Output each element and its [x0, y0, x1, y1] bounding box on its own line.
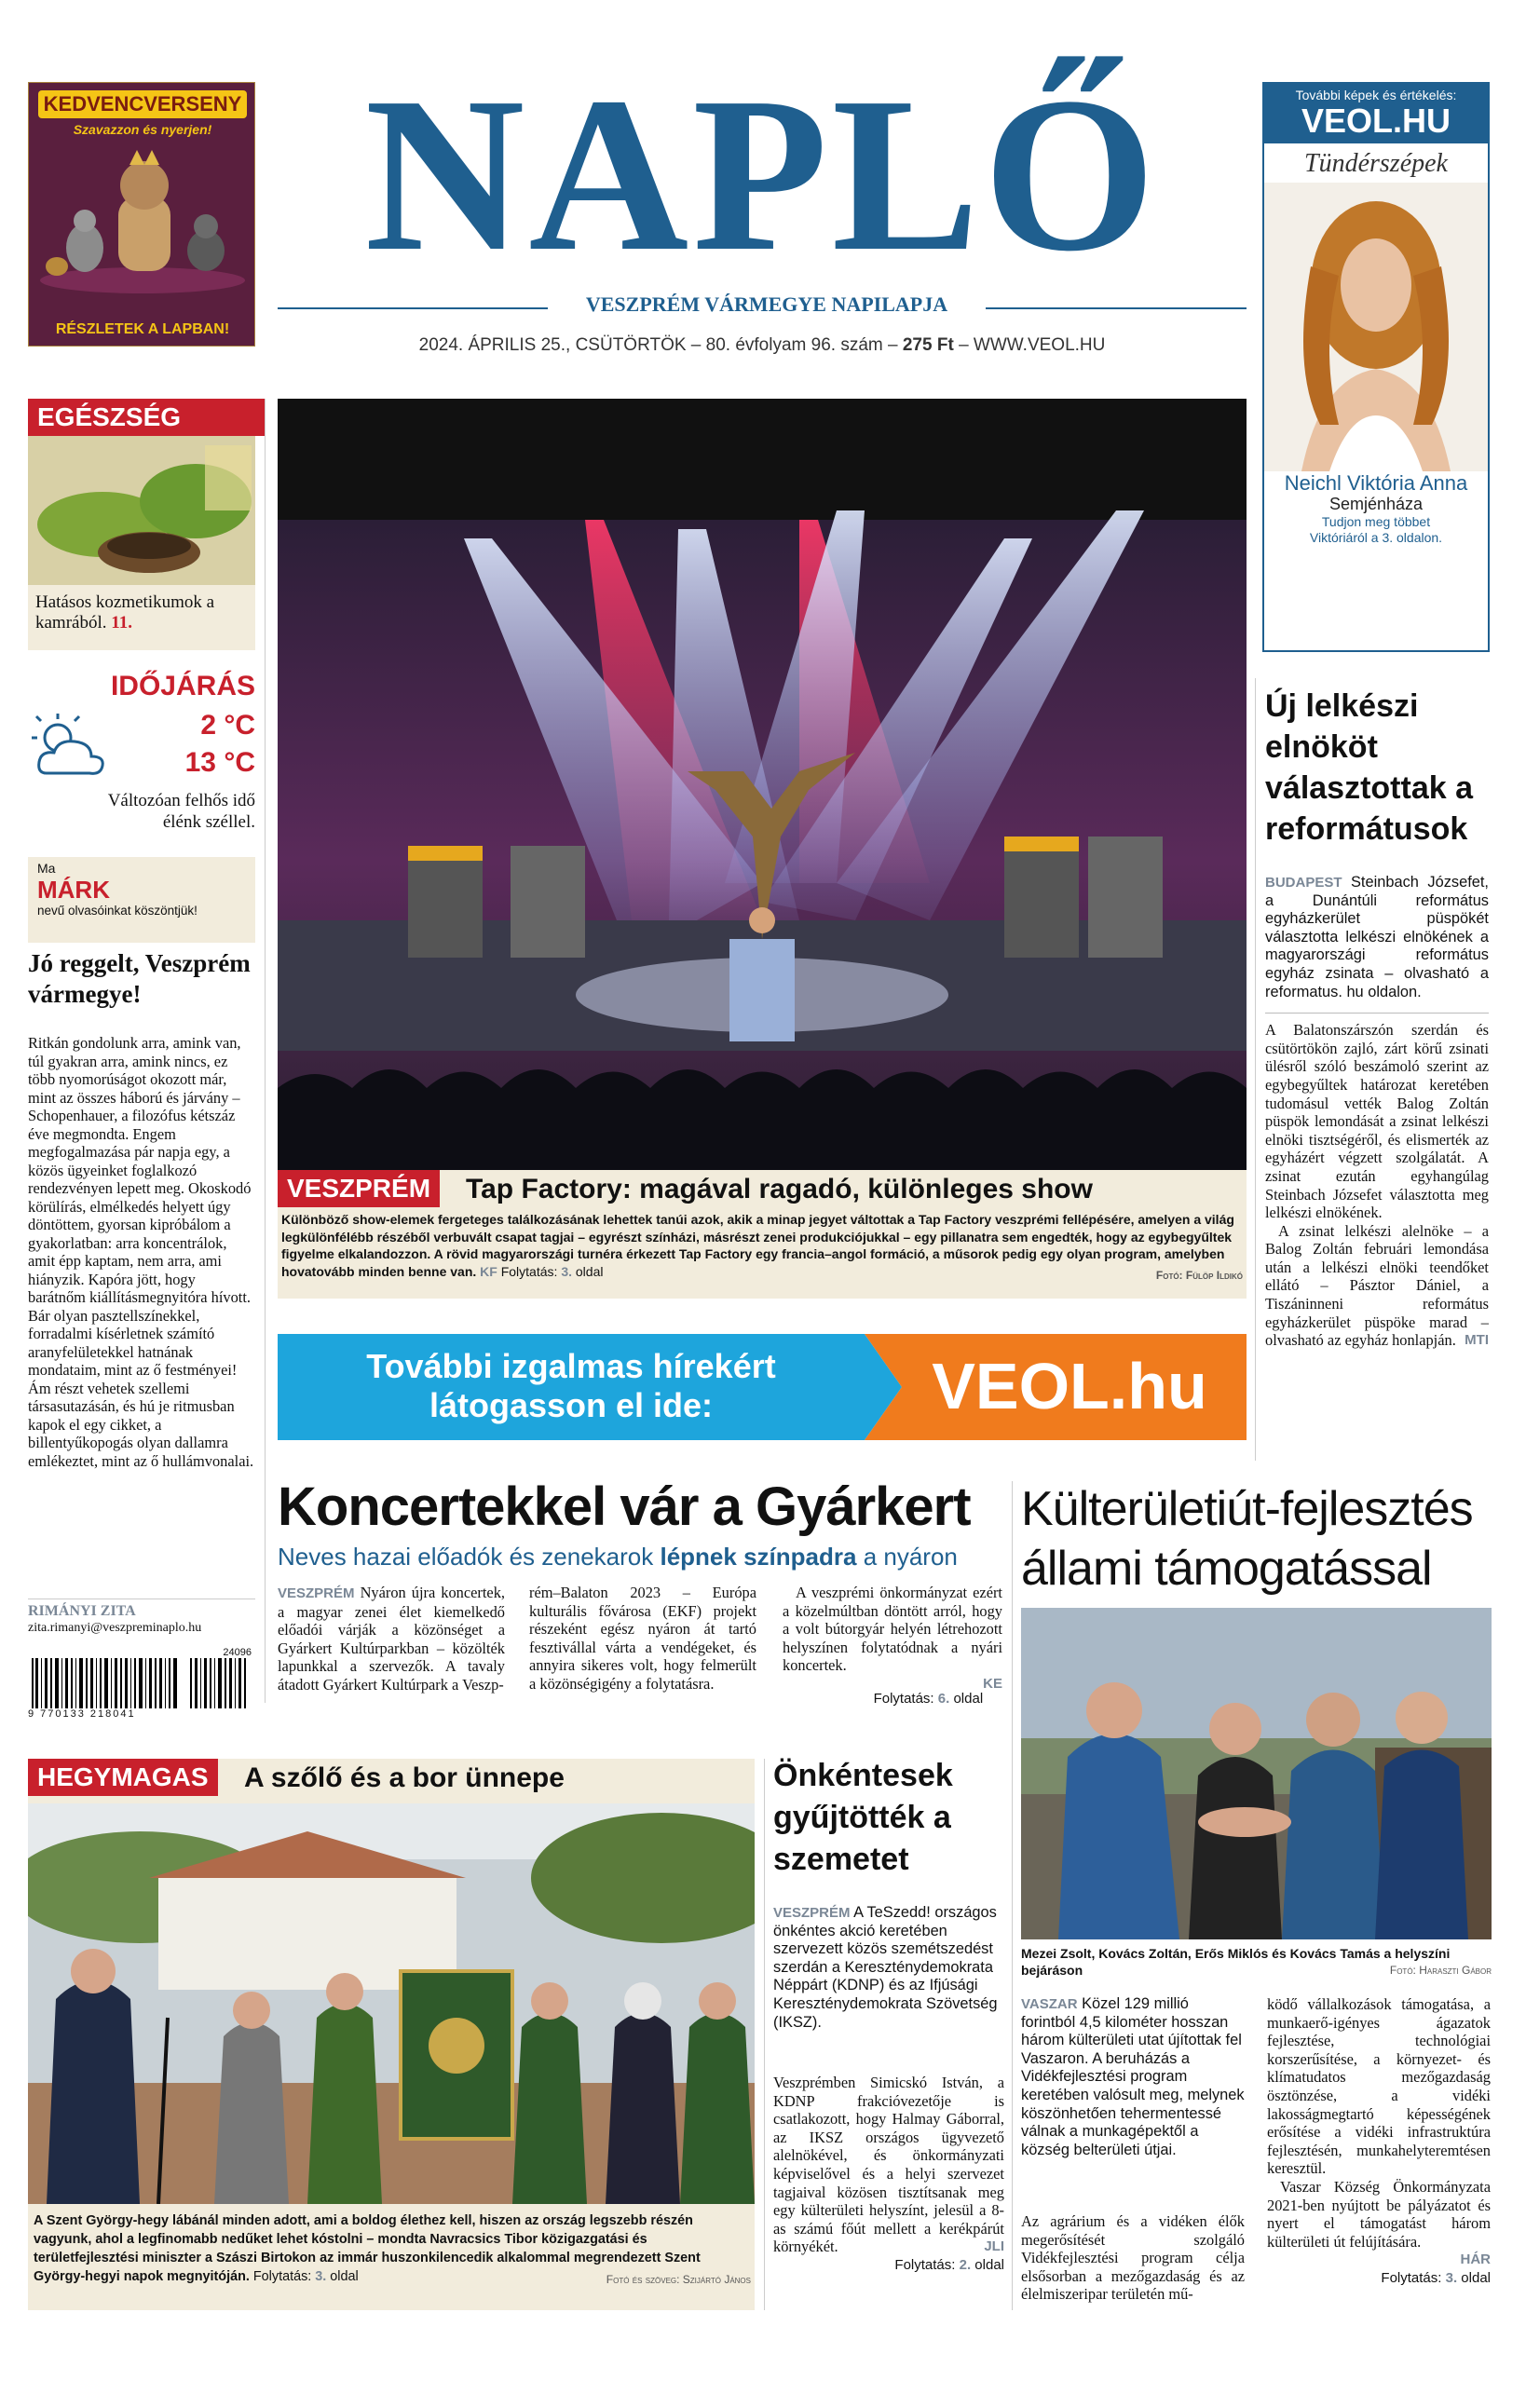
- lead-photo[interactable]: [278, 399, 1247, 1170]
- health-text-body: Hatásos kozmetikumok a kamrából.: [35, 592, 215, 633]
- volunteers-cont-suffix: oldal: [974, 2256, 1004, 2273]
- road-loc: VASZAR: [1021, 1996, 1078, 2012]
- price: 275 Ft: [902, 335, 954, 355]
- wine-caption-text: A Szent György-hegy lábánál minden adott, ami a boldog élethez kell, hiszen az ország legszebb részén vagyunk, ahol a legfinomabb nedűket lehet kóstolni – mondta Navracsics Tibor közigazgatási és területfejlesztési miniszter a Szászi Birtokon az immár huszonkilencedik alkalommal megrendezett Szent György-hegyi napok megnyitóján.: [34, 2213, 701, 2284]
- weather-title: IDŐJÁRÁS: [110, 671, 255, 701]
- wine-caption: [34, 2211, 751, 2289]
- promo-right[interactable]: [1262, 82, 1490, 652]
- separator-mid: [1012, 1481, 1013, 2310]
- concert-cont-label: Folytatás:: [873, 1690, 934, 1707]
- road-lead: [1021, 1995, 1245, 2159]
- road-headline[interactable]: Külterületiút-fejlesztés állami támogatással: [1021, 1482, 1473, 1596]
- road-sig: HÁR: [1460, 2252, 1491, 2268]
- road-cont-suffix: oldal: [1461, 2269, 1491, 2286]
- separator-volunteers: [764, 1759, 765, 2310]
- masthead-subtitle: VESZPRÉM VÁRMEGYE NAPILAPJA: [585, 292, 948, 316]
- promo-right-script: Tündérszépek: [1304, 149, 1448, 178]
- promo-right-top: További képek és értékelés:: [1264, 84, 1488, 102]
- wine-cont-suffix: oldal: [330, 2269, 359, 2284]
- volunteers-lead-text: A TeSzedd! országos önkéntes akció keretében szervezett közös szemétszedést szerdán a Kereszténydemokrata Néppárt (KDNP) és az Ifjúsági Kereszténydemokrata Szövetség (IKSZ).: [773, 1904, 998, 2031]
- concert-loc: VESZPRÉM: [278, 1585, 355, 1601]
- promo-right-town: Semjénháza: [1328, 495, 1424, 513]
- promo-right-note: Tudjon meg többet Viktóriáról a 3. oldalon.: [1309, 514, 1443, 545]
- road-p2: ködő vállalkozások támogatása, a munkaerő-igényes ágazatok fejlesztése, technológiai korszerűsítése, a környezet- és klímatudatos mezőgazdaság ösztönzése, a vidéki lakosságmegtartó képességének erősítése a vidéki infrastruktúra fejlesztésén, munkahelyteremtésen keresztül.: [1267, 1995, 1491, 2178]
- volunteers-body: [773, 2074, 1004, 2275]
- partly-cloudy-icon: [28, 708, 112, 782]
- herbs-photo: [28, 436, 255, 585]
- banner-right-text: VEOL.hu: [932, 1350, 1207, 1422]
- masthead-logo: NAPLŐ: [364, 52, 1160, 297]
- promo-left-title: KEDVENCVERSENY: [38, 90, 247, 118]
- concert-col1: [278, 1584, 505, 1694]
- volunteers-loc: VESZPRÉM: [773, 1905, 851, 1921]
- bishop-divider: [1265, 1013, 1489, 1014]
- road-cont-label: Folytatás:: [1381, 2269, 1442, 2286]
- promo-right-name: Neichl Viktória Anna: [1284, 471, 1468, 495]
- pets-illustration: [29, 141, 255, 299]
- promo-left-cta: RÉSZLETEK A LAPBAN!: [55, 321, 230, 337]
- masthead-rule-right: [986, 307, 1247, 309]
- barcode: [28, 1647, 255, 1721]
- dateline-text: 2024. ÁPRILIS 25., CSÜTÖRTÖK – 80. évfolyam 96. szám –: [418, 335, 898, 355]
- volunteers-cont-page: 2.: [959, 2256, 972, 2273]
- volunteers-sig: JLI: [984, 2238, 1004, 2254]
- stage-photo: [278, 399, 1247, 1170]
- health-box[interactable]: [28, 399, 255, 650]
- lead-headline[interactable]: Tap Factory: magával ragadó, különleges show: [466, 1174, 1093, 1204]
- wine-cont-page: 3.: [315, 2269, 327, 2284]
- weather-box: [28, 671, 255, 848]
- bishop-headline[interactable]: Új lelkészi elnököt választottak a reformátusok: [1265, 688, 1473, 847]
- wine-cont[interactable]: [253, 2269, 359, 2284]
- concert-cont-page: 6.: [937, 1690, 950, 1707]
- concert-headline[interactable]: Koncertekkel vár a Gyárkert: [278, 1476, 971, 1537]
- separator-left: [265, 399, 266, 1703]
- volunteers-headline[interactable]: Önkéntesek gyűjtötték a szemetet: [773, 1758, 953, 1877]
- road-cont-page: 3.: [1445, 2269, 1458, 2286]
- nameday-name: MÁRK: [37, 876, 110, 904]
- road-cont[interactable]: [1267, 2269, 1491, 2288]
- health-text: [35, 592, 248, 633]
- road-col2: [1267, 1995, 1491, 2288]
- concert-col1-text: Nyáron újra koncertek, a magyar zenei élet kiemelkedő előadói várják a közönséget a Gyárkert Kultúrparkban – közölték lapunkkal a szervezők. A tavaly átadott Gyárkert Kultúrpark a Veszp-: [278, 1584, 505, 1694]
- nameday-label: Ma: [37, 861, 56, 876]
- lead-sig: KF: [480, 1263, 497, 1279]
- volunteers-cont-label: Folytatás:: [894, 2256, 956, 2273]
- concert-col3-text: A veszprémi önkormányzat ezért a közelmúltban döntött arról, hogy a volt bútorgyár helyén létrehozott helyszínen folytatódnak a nyári koncertek.: [783, 1584, 1002, 1675]
- nameday-text: nevű olvasóinkat köszöntjük!: [37, 904, 198, 918]
- bishop-p1: A Balatonszárszón szerdán és csütörtökön zajló, zárt körű zsinati ülésről szóló beszámoló szerint az egybegyűltek határozat keretében tudomásul vették Balog Zoltán püspök lemondását a zsinat lelkészi elnöki tisztségéről, és elismerték az egyházért végzett szolgálatát. A zsinat ezután egyhangúlag Steinbach Józsefet választotta meg lelkészi elnökének.: [1265, 1021, 1489, 1222]
- lead-cont-suffix: oldal: [575, 1263, 604, 1279]
- concert-sub-c: a nyáron: [863, 1543, 958, 1571]
- bishop-sig: MTI: [1465, 1331, 1489, 1348]
- bishop-body: [1265, 874, 1489, 1350]
- barcode-digits: 9 770133 218041: [28, 1708, 136, 1720]
- concert-col2: rém–Balaton 2023 – Európa kulturális fővárosa (EKF) projekt részeként egész nyáron át tartó fesztivállal várta a vendégeket, és annyira sikeres volt, hogy felmerült a közönségigény a folytatásra.: [529, 1584, 756, 1693]
- wine-photo[interactable]: [28, 1803, 755, 2204]
- weather-high: 13 °C: [184, 747, 255, 778]
- ceremony-photo: [28, 1803, 755, 2204]
- road-p3: Vaszar Község Önkormányzata 2021-ben nyújtott be pályázatot és nyert el támogatást három külterületi út felújítására.: [1267, 2177, 1491, 2251]
- concert-sig: KE: [983, 1675, 1002, 1692]
- bishop-lead: [1265, 874, 1489, 1001]
- wine-tag: HEGYMAGAS: [28, 1759, 218, 1796]
- concert-cont[interactable]: [783, 1690, 1002, 1708]
- health-tag: EGÉSZSÉG: [28, 399, 265, 436]
- promo-right-site: VEOL.HU: [1264, 102, 1488, 143]
- volunteers-p1: Veszprémben Simicskó István, a KDNP frakcióvezetője is csatlakozott, hogy Halmay Gáborral, az IKSZ országos ügyvezető alelnökével, és önkormányzati képviselővel és a helyi szervezet tagjaival közösen tisztítsanak meg egy külterületi helyszínt, jelesül a 8-as számú főút mellett a kerékpárút környékét.: [773, 2074, 1004, 2256]
- weather-desc: Változóan felhős idő élénk széllel.: [107, 791, 255, 832]
- masthead-dateline: [278, 335, 1247, 356]
- concert-col3: [783, 1584, 1002, 1707]
- handshake-photo: [1021, 1608, 1492, 1939]
- concert-sub-a: Neves hazai előadók és zenekarok: [278, 1543, 654, 1571]
- road-caption: [1021, 1945, 1492, 1979]
- bishop-lead-text: Steinbach Józsefet, a Dunántúli református egyházkerület püspökét választotta lelkészi elnökének a magyarországi református egyház zsinata – olvasható a reformatus. hu oldalon.: [1265, 874, 1489, 1000]
- barcode-top: 24096: [223, 1647, 252, 1658]
- lead-cont-page: 3.: [561, 1263, 572, 1279]
- banner-left-text: További izgalmas hírekért látogasson el ide:: [366, 1347, 776, 1424]
- nameday-box: [28, 857, 255, 943]
- volunteers-lead: [773, 1904, 1004, 2032]
- lead-tag: VESZPRÉM: [278, 1170, 440, 1207]
- masthead-rule-left: [278, 307, 548, 309]
- veol-banner[interactable]: [278, 1334, 1247, 1440]
- separator-right: [1255, 678, 1256, 1461]
- lead-body-text: Különböző show-elemek fergeteges találkozásának lehettek tanúi azok, akik a minap jegyet váltottak a Tap Factory veszprémi fellépésére, amelyen a világ legkülönfélébb részéből verbuvált csapat tagjai – egyrészt színházi, másrészt zenei produkciójukkal – egy pillanatra sem engedték, hogy az egybegyűltek figyelme elkalandozzon. A rövid magyarországi turnéra érkezett Tap Factory egy francia–angol formáció, a műsorok pedig egy olyan program, amelyben hovatovább minden benne van.: [281, 1212, 1234, 1279]
- lead-cont-label: Folytatás:: [500, 1263, 558, 1279]
- bishop-p2: A zsinat lelkészi alelnöke – a Balog Zoltán februári lemondása után a lelkészi elnöki teendőket ellátó – Pásztor Dániel, a Tiszáninneni református egyházkerület püspöke marad – olvasható az egyház honlapján.: [1265, 1221, 1489, 1350]
- lead-credit: Fotó: Fülöp Ildikó: [1155, 1268, 1243, 1282]
- concert-cont-suffix: oldal: [953, 1690, 984, 1707]
- wine-credit: Fotó és szöveg: Szijártó János: [606, 2273, 751, 2286]
- wine-headline[interactable]: A szőlő és a bor ünnepe: [244, 1762, 565, 1793]
- promo-left-subtitle: Szavazzon és nyerjen!: [73, 122, 212, 137]
- bishop-lead-loc: BUDAPEST: [1265, 875, 1342, 891]
- volunteers-cont[interactable]: [773, 2256, 1004, 2275]
- column-body: Ritkán gondolunk arra, amink van, túl gyakran arra, amink nincs, ez több nyomorúságot okozott már, mint az összes háború és járvány – Schopenhauer, a filozófus kétszáz éve megmondta. Engem megfogalmazása pár napja egy, a közös ügyeinket foglalkozó rendezvényen lepett meg. Okoskodó körülírás, elmélkedés helyett úgy döntöttem, gyorsan kipróbálom a gyakorlatban: arra koncentrálok, amit épp kaptam, nem arra, ami hiányzik. Kapóra jött, hogy barátnőm kiállításmegnyitóra hívott. Bár olyan pasztellszínekkel, forradalmi kísérletnek számító aranyfelületekkel hatnának mondataim, mint az ő festményei! Ám részt vehetek szellemi társasutazásán, és hú je ritmusban kapok el egy cikket, a billentyűkopogás olyan dallamra emlékeztet, mint az ő hullámvonalai.: [28, 1034, 254, 1470]
- barcode-bars: [28, 1658, 255, 1714]
- portrait-photo: [1264, 183, 1488, 471]
- concert-sub: [278, 1543, 1023, 1571]
- column-author: RIMÁNYI ZITA: [28, 1599, 255, 1620]
- weather-low: 2 °C: [200, 710, 255, 741]
- wine-cont-label: Folytatás:: [252, 2269, 312, 2284]
- concert-sub-b: lépnek színpadra: [660, 1543, 857, 1571]
- road-caption-text: Mezei Zsolt, Kovács Zoltán, Erős Miklós és Kovács Tamás a helyszíni bejáráson: [1021, 1946, 1451, 1978]
- health-page: 11.: [111, 613, 132, 633]
- site-link[interactable]: – WWW.VEOL.HU: [959, 335, 1106, 355]
- column-title: Jó reggelt, Veszprém vármegye!: [28, 949, 251, 1008]
- lead-cont[interactable]: [501, 1264, 604, 1279]
- lead-body: [281, 1211, 1243, 1284]
- column-email[interactable]: zita.rimanyi@veszpreminaplo.hu: [28, 1621, 202, 1635]
- road-photo[interactable]: [1021, 1608, 1492, 1939]
- road-credit: Fotó: Haraszti Gábor: [1389, 1964, 1492, 1977]
- road-p1: Az agrárium és a vidéken élők megerősítését szolgáló Vidékfejlesztési program célja elsősorban a mezőgazdaság és az élelmiszeripar területén mű-: [1021, 2212, 1245, 2304]
- promo-left[interactable]: [28, 82, 255, 347]
- road-lead-text: Közel 129 millió forintból 4,5 kilométer hosszan három külterületi utat újítottak fel Vaszaron. A beruházás a Vidékfejlesztési program keretében valósult meg, melynek köszönhetően tehermentessé válnak a munkagépektől a község belterületi útjai.: [1021, 1995, 1245, 2158]
